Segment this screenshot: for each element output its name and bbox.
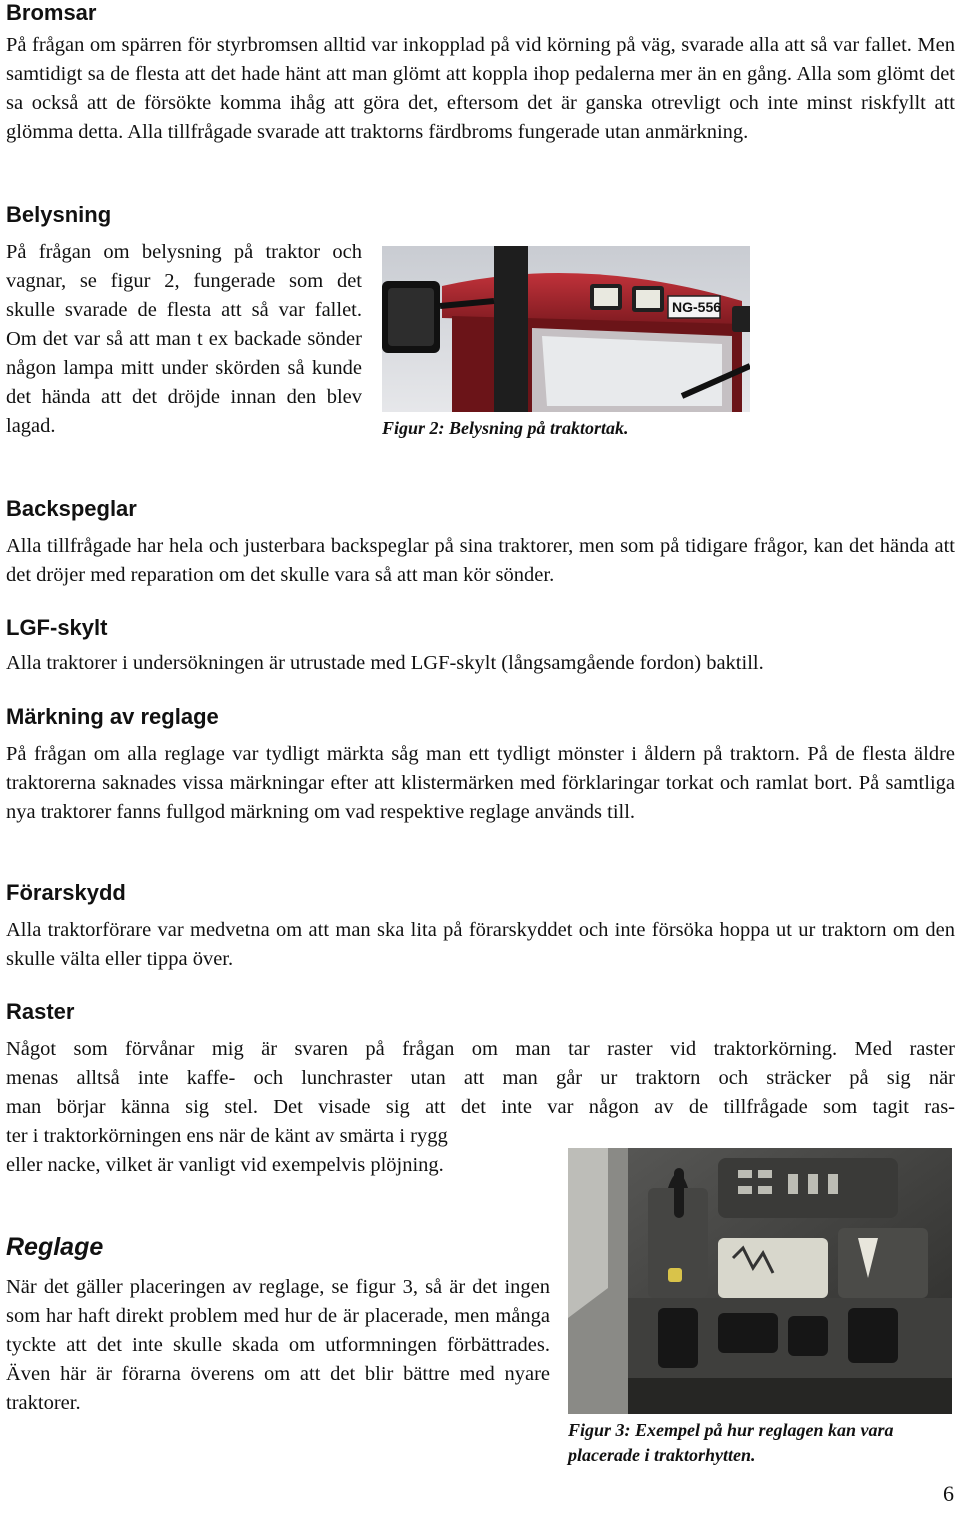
figure-3-photo [568, 1148, 952, 1414]
heading-backspeglar: Backspeglar [6, 496, 137, 521]
paragraph-reglage: När det gäller placeringen av reglage, se figur 3, så är det ingen som har haft direkt problem med hur de är placerade, men många tyckte att det inte skulle skada om utformningen förbättrades. Även här är förarna överens om att det blir bättre med nyare traktorer. [6, 1276, 550, 1414]
heading-lgf-skylt: LGF-skylt [6, 615, 108, 640]
heading-belysning: Belysning [6, 202, 112, 227]
paragraph-lgf-skylt: Alla traktorer i undersökningen är utrustade med LGF-skylt (långsamgående fordon) baktill. [6, 652, 764, 674]
paragraph-belysning: På frågan om belysning på traktor och vagnar, se figur 2, fungerade som det skulle svarade de flesta att så var fallet. Om det var så att man t ex backade sönder någon lampa mitt under skörden så kunde det hända att det dröjde innan den blev lagad. [6, 241, 362, 437]
paragraph-backspeglar: Alla tillfrågade har hela och justerbara backspeglar på sina traktorer, men som på tidigare frågor, kan det hända att det dröjer med reparation om det skulle vara så att man kör sönder. [6, 535, 955, 586]
figure-3-caption: Figur 3: Exempel på hur reglagen kan vara placerade i traktorhytten. [568, 1420, 894, 1465]
raster-line: man börjar känna sig stel. Det visade sig att det inte var någon av de tillfrågade som tagit ras- [6, 1096, 955, 1118]
page-number: 6 [943, 1481, 954, 1506]
paragraph-markning-av-reglage: På frågan om alla reglage var tydligt märkta såg man ett tydligt mönster i åldern på traktorn. På de flesta äldre traktorerna saknades vissa märkningar efter att klistermärken med förklaringar torkat och ramlat bort. På samtliga nya traktorer fanns fullgod märkning om vad respektive reglage används till. [6, 743, 955, 823]
figure-2-photo [382, 246, 750, 412]
heading-bromsar: Bromsar [6, 0, 97, 25]
heading-raster: Raster [6, 999, 75, 1024]
paragraph-bromsar: På frågan om spärren för styrbromsen alltid var inkopplad på vid körning på väg, svarade alla att så var fallet. Men samtidigt sa de flesta att det hade hänt att man glömt att koppla ihop pedalerna mer än en gång. Alla som glömt det sa också att de försökte komma ihåg att göra det, eftersom det är ganska otrevligt och inte minst riskfyllt att glömma detta. Alla tillfrågade svarade att traktorns färdbroms fungerade utan anmärkning. [6, 34, 955, 143]
heading-forarskydd: Förarskydd [6, 880, 126, 905]
raster-line: menas alltså inte kaffe- och lunchraster utan att man går ur traktorn och sträcker på sig när [6, 1067, 955, 1089]
raster-line: Något som förvånar mig är svaren på frågan om man tar raster vid traktorkörning. Med raster [6, 1038, 955, 1060]
raster-line: ter i traktorkörningen ens när de känt av smärta i rygg [6, 1125, 448, 1147]
paragraph-forarskydd: Alla traktorförare var medvetna om att man ska lita på förarskyddet och inte försöka hoppa ut ur traktorn om den skulle välta eller tippa över. [6, 919, 955, 970]
license-plate-text: NG-556 [672, 299, 722, 315]
heading-reglage: Reglage [6, 1233, 104, 1261]
figure-2-caption: Figur 2: Belysning på traktortak. [382, 418, 629, 438]
raster-line: eller nacke, vilket är vanligt vid exempelvis plöjning. [6, 1154, 444, 1176]
heading-markning-av-reglage: Märkning av reglage [6, 704, 219, 729]
